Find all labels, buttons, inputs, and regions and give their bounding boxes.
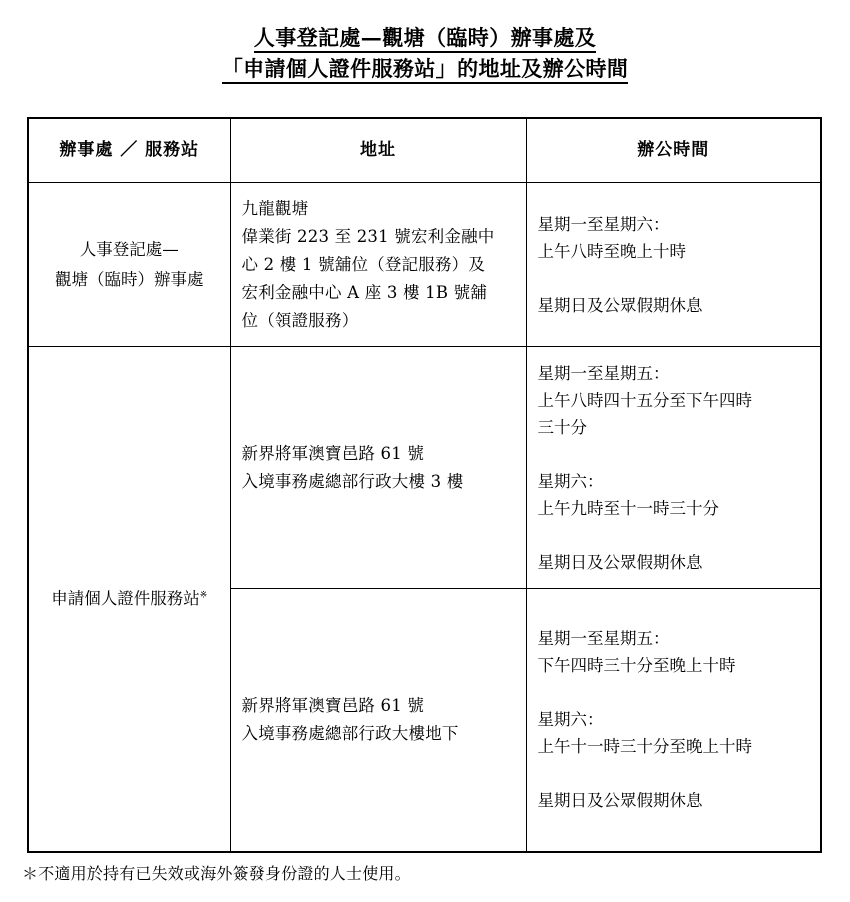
hours-1 [527, 201, 821, 329]
address-3-line-2: 入境事務處總部行政大樓地下 [241, 723, 459, 743]
hours-2-line-8: 星期日及公眾假期休息 [537, 552, 703, 572]
hours-2-line-2: 上午八時四十五分至下午四時 [537, 390, 752, 410]
address-1-line-4: 宏利金融中心 A 座 3 樓 1B 號舖 [241, 282, 488, 302]
office-name-1 [29, 225, 230, 305]
address-3-line-1: 新界將軍澳寶邑路 61 號 [241, 695, 425, 715]
address-1-line-2: 偉業街 223 至 231 號宏利金融中 [241, 226, 495, 246]
cell-hours-2 [526, 347, 821, 589]
office-name-merged [29, 586, 230, 612]
title-line-2: 「申請個人證件服務站」的地址及辦公時間 [0, 53, 850, 84]
office-name-1-line-1: 人事登記處— [79, 239, 179, 259]
hours-3 [527, 615, 821, 824]
hours-3-line-2: 下午四時三十分至晚上十時 [537, 656, 736, 676]
hours-3-line-4: 星期六： [537, 710, 604, 730]
header-address-label: 地址 [360, 140, 396, 160]
address-1-line-3: 心 2 樓 1 號舖位（登記服務）及 [241, 254, 486, 274]
hours-2 [527, 350, 821, 586]
address-2 [231, 430, 526, 506]
address-3 [231, 682, 526, 758]
header-cell-hours [526, 118, 821, 183]
cell-hours-1 [526, 183, 821, 347]
hours-3-line-7: 星期日及公眾假期休息 [537, 791, 703, 811]
hours-1-line-2: 上午八時至晚上十時 [537, 241, 686, 261]
table-row [28, 183, 821, 347]
hours-3-spacer-2 [538, 760, 810, 787]
address-1-line-5: 位（領證服務） [241, 310, 359, 330]
cell-office-name-merged [28, 347, 230, 852]
hours-1-line-1: 星期一至星期六： [537, 214, 670, 234]
cell-address-2 [230, 347, 526, 589]
header-cell-office [28, 118, 230, 183]
offices-table [27, 117, 822, 853]
address-1 [231, 185, 526, 345]
table-row [28, 347, 821, 589]
header-cell-address [230, 118, 526, 183]
cell-address-1 [230, 183, 526, 347]
hours-3-line-1: 星期一至星期五： [537, 629, 670, 649]
office-name-merged-text: 申請個人證件服務站 [51, 588, 200, 608]
office-name-merged-superscript: ※ [199, 590, 208, 601]
hours-2-spacer-2 [538, 522, 810, 549]
hours-2-line-1: 星期一至星期五： [537, 363, 670, 383]
offices-table-container [27, 117, 822, 853]
document-title [0, 22, 850, 84]
footnote: ＊不適用於持有已失效或海外簽發身份證的人士使用。 [22, 864, 411, 883]
hours-2-line-6: 上午九時至十一時三十分 [537, 498, 719, 518]
title-line-1: 人事登記處—觀塘（臨時）辦事處及 [0, 22, 850, 53]
hours-2-spacer-1 [538, 441, 810, 468]
hours-2-line-3: 三十分 [537, 417, 587, 437]
office-name-1-line-2: 觀塘（臨時）辦事處 [55, 269, 204, 289]
table-header-row [28, 118, 821, 183]
cell-hours-3 [526, 589, 821, 852]
address-1-line-1: 九龍觀塘 [241, 198, 309, 218]
address-2-line-1: 新界將軍澳寶邑路 61 號 [241, 443, 425, 463]
hours-3-spacer-1 [538, 679, 810, 706]
address-2-line-2: 入境事務處總部行政大樓 3 樓 [241, 471, 464, 491]
header-office-label: 辦事處 ／ 服務站 [59, 140, 200, 160]
hours-3-line-5: 上午十一時三十分至晚上十時 [537, 737, 752, 757]
header-hours-label: 辦公時間 [637, 140, 710, 160]
hours-1-line-4: 星期日及公眾假期休息 [537, 295, 703, 315]
cell-address-3 [230, 589, 526, 852]
hours-1-spacer [538, 265, 810, 292]
hours-2-line-5: 星期六： [537, 471, 604, 491]
cell-office-name-1 [28, 183, 230, 347]
